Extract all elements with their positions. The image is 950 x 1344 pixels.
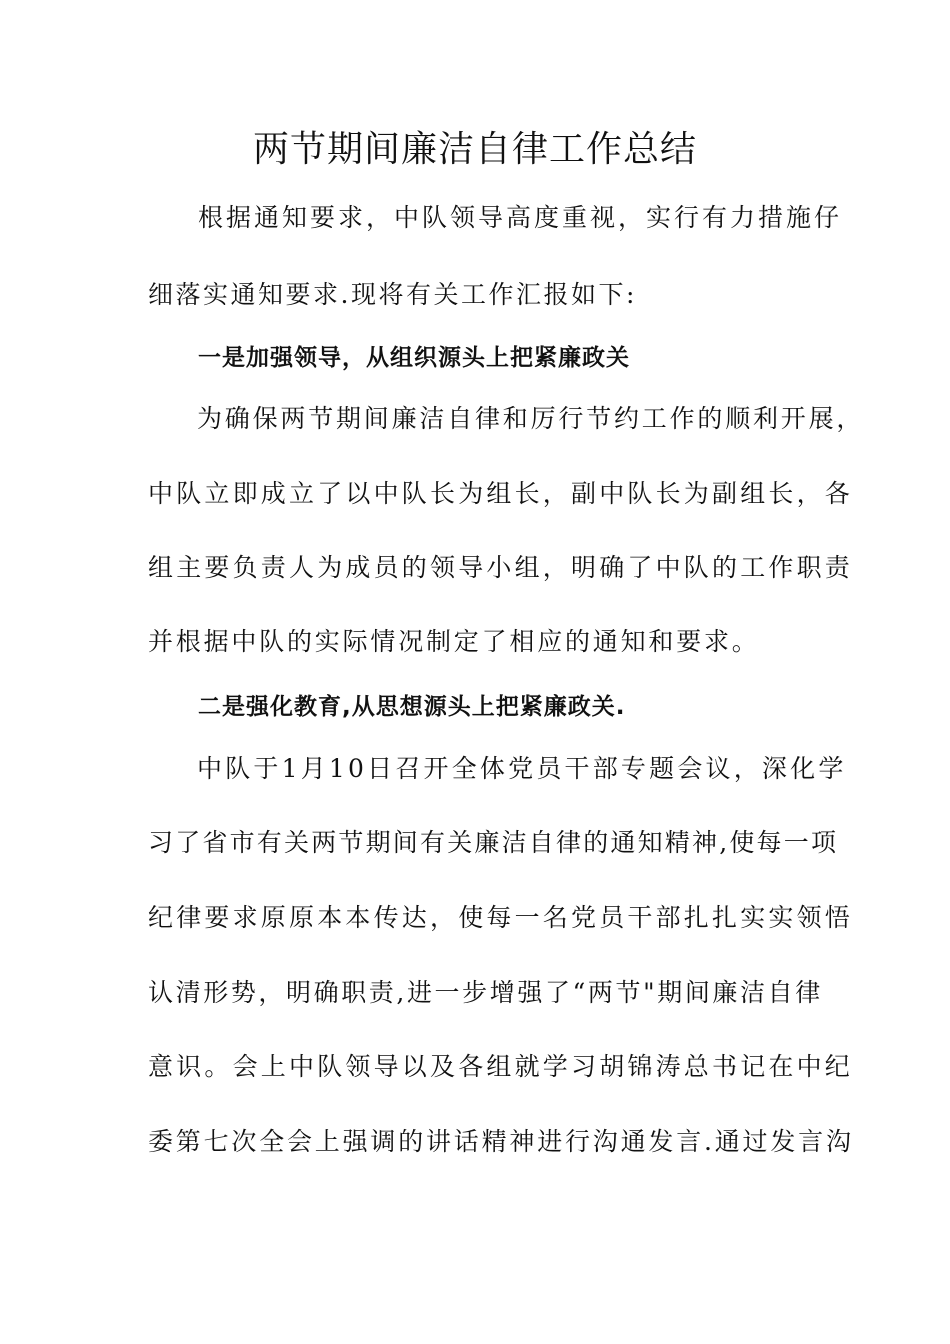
paragraph-line-14: 委第七次全会上强调的讲话精神进行沟通发言.通过发言沟 — [148, 1127, 854, 1156]
paragraph-line-13: 意识。会上中队领导以及各组就学习胡锦涛总书记在中纪 — [148, 1052, 854, 1081]
section-heading-1: 一是加强领导，从组织源头上把紧廉政关 — [198, 345, 630, 371]
paragraph-line-7: 并根据中队的实际情况制定了相应的通知和要求。 — [148, 627, 760, 656]
paragraph-line-11: 纪律要求原原本本传达，使每一名党员干部扎扎实实领悟 — [148, 903, 854, 932]
paragraph-line-6: 组主要负责人为成员的领导小组，明确了中队的工作职责 — [148, 553, 854, 582]
paragraph-line-9: 中队于1月10日召开全体党员干部专题会议，深化学 — [197, 754, 847, 783]
paragraph-line-12: 认清形势，明确职责,进一步增强了“两节"期间廉洁自律 — [148, 978, 823, 1007]
document-title: 两节期间廉洁自律工作总结 — [252, 129, 697, 170]
paragraph-line-2: 细落实通知要求.现将有关工作汇报如下: — [148, 280, 637, 309]
paragraph-line-4: 为确保两节期间廉洁自律和厉行节约工作的顺利开展， — [197, 404, 865, 433]
section-heading-2: 二是强化教育,从思想源头上把紧廉政关. — [198, 694, 626, 720]
paragraph-line-1: 根据通知要求，中队领导高度重视，实行有力措施仔 — [198, 203, 843, 232]
paragraph-line-10: 习了省市有关两节期间有关廉洁自律的通知精神,使每一项 — [148, 828, 839, 857]
paragraph-line-5: 中队立即成立了以中队长为组长，副中队长为副组长，各 — [148, 479, 854, 508]
